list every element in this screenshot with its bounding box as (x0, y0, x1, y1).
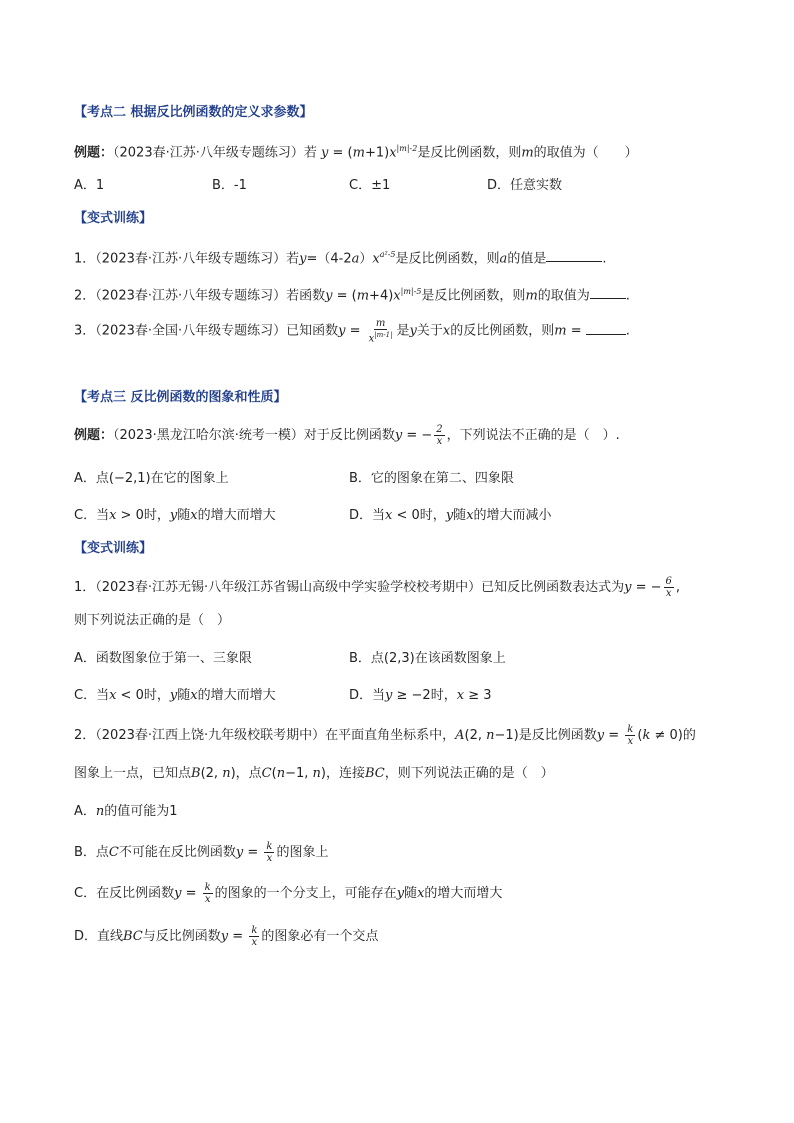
variant-label: 【变式训练】 (74, 211, 153, 226)
variant-question-1: 1．（2023春·江苏·八年级专题练习）若$y=(4-2a)x^{a^2-5}$是反比例函数，则a的值是 . (74, 250, 607, 267)
question-text: 是反比例函数，则 (417, 145, 522, 161)
option-c: C．当x > 0时，y随x的增大而增大 (74, 508, 276, 523)
question-text-3: 关于 (416, 323, 443, 339)
section-heading-2: 【考点二 根据反比例函数的定义求参数】 (74, 105, 313, 120)
question-text: 2．（2023春·江西上饶·九年级校联考期中）在平面直角坐标系中， (74, 728, 456, 743)
option-text: D．当 (349, 688, 386, 703)
option-text-2: 不可能在反比例函数 (118, 845, 236, 860)
example-label: 例题： (74, 145, 114, 161)
option-text-2: 与反比例函数 (142, 929, 221, 944)
fraction: $\frac{6}{x}$ (665, 576, 672, 599)
option-text: C．当 (74, 508, 110, 523)
option-text-3: 随 (177, 508, 191, 523)
question-line-2: 则下列说法正确的是（ ） (74, 613, 231, 628)
variant-question-3: 3．（2023春·全国·八年级专题练习）已知函数y = $\frac{m}{x^{|m-1|}}$ 是y关于x的反比例函数，则m = . (74, 318, 630, 345)
option-d: D．当x < 0时，y随x的增大而减小 (349, 508, 552, 523)
question-text-3: 的 (682, 728, 696, 743)
question-text-4: 的反比例函数，则 (450, 323, 555, 339)
option-b: B．点C不可能在反比例函数y = $\frac{k}{x}$ 的图象上 (74, 841, 329, 864)
option-text: A．点 (74, 471, 109, 486)
option-text-4: 的增大而增大 (197, 688, 276, 703)
option-text-4: 的增大而增大 (424, 886, 503, 901)
option-text-2: 的值可能为1 (104, 804, 178, 819)
question-text-2: 的取值为（ ） (533, 145, 638, 161)
question-text-3: 的取值为 (537, 288, 590, 304)
option-text: B．点 (349, 651, 384, 666)
question-text-2: 是反比例函数，则 (421, 288, 526, 304)
option-text-2: 时， (143, 508, 170, 523)
example-question-2: 例题：（2023春·江苏·八年级专题练习）若 $y = (m+1)x^{|m|-2}$是反比例函数，则m的取值为（ ） (74, 144, 638, 161)
answer-blank[interactable] (546, 249, 602, 262)
question-text: 3．（2023春·全国·八年级专题练习）已知函数 (74, 323, 339, 339)
option-d: D．任意实数 (487, 178, 563, 193)
option-text: D．直线 (74, 929, 124, 944)
option-text-3: 的图象上 (276, 845, 329, 860)
option-text: A． (74, 804, 96, 819)
fraction: $\frac{k}{x}$ (627, 724, 634, 747)
question-text: 1．（2023春·江苏·八年级专题练习）若 (74, 251, 300, 267)
option-text: D．当 (349, 508, 386, 523)
example-label: 例题： (74, 428, 114, 443)
fraction: $\frac{k}{x}$ (204, 882, 211, 905)
option-text: C．在反比例函数 (74, 886, 175, 901)
option-c: C．在反比例函数y = $\frac{k}{x}$ 的图象的一个分支上，可能存在y随x的增大而增大 (74, 882, 503, 905)
option-text-2: 时， (143, 688, 170, 703)
variant-question-2: 2．（2023春·江西上饶·九年级校联考期中）在平面直角坐标系中，A(2, n−1)是反比例函数y = $\frac{k}{x}$ (k ≠ 0)的 (74, 724, 696, 747)
question-text-4: ，则下列说法正确的是（ ） (384, 766, 554, 781)
question-text-3: 的值是 (507, 251, 547, 267)
option-text: B．点 (74, 845, 109, 860)
fraction: $\frac{k}{x}$ (251, 925, 258, 948)
section-heading-3: 【考点三 反比例函数的图象和性质】 (74, 390, 287, 405)
option-text-3: 的图象必有一个交点 (261, 929, 379, 944)
answer-blank[interactable] (590, 286, 626, 299)
option-b: B．它的图象在第二、四象限 (349, 471, 514, 486)
option-a: A．点(−2,1)在它的图象上 (74, 471, 229, 486)
option-b: B．点(2,3)在该函数图象上 (349, 651, 506, 666)
option-text-2: 时， (430, 688, 457, 703)
question-text-3: ，连接 (325, 766, 365, 781)
question-text-2: 是反比例函数，则 (395, 251, 500, 267)
variant-question-1: 1．（2023春·江苏无锡·八年级江苏省锡山高级中学实验学校校考期中）已知反比例函数表达式为y = − $\frac{6}{x}$ , (74, 576, 681, 599)
option-text-2: 在它的图象上 (150, 471, 229, 486)
option-text-3: 随 (404, 886, 418, 901)
option-c: C．±1 (349, 178, 391, 193)
option-b: B．-1 (212, 178, 247, 193)
answer-blank[interactable] (586, 322, 626, 335)
option-d: D．直线BC与反比例函数y = $\frac{k}{x}$ 的图象必有一个交点 (74, 925, 379, 948)
question-source: （2023·黑龙江哈尔滨·统考一模）对于反比例函数 (113, 428, 395, 443)
option-a: A．函数图象位于第一、三象限 (74, 651, 252, 666)
question-text-2: ，点 (235, 766, 262, 781)
option-a: A．1 (74, 178, 105, 193)
question-line-2: 图象上一点，已知点B(2, n)，点C(n−1, n)，连接BC，则下列说法正确的是（ ） (74, 766, 554, 781)
option-text-2: 时， (419, 508, 446, 523)
question-text: ，下列说法不正确的是（ ）. (446, 428, 620, 443)
question-source: （2023春·江苏·八年级专题练习）若 (113, 145, 317, 161)
option-text-4: 的增大而增大 (197, 508, 276, 523)
question-text-2: 是 (396, 323, 410, 339)
example-question-3: 例题：（2023·黑龙江哈尔滨·统考一模）对于反比例函数y = − $\frac{2}{x}$ ，下列说法不正确的是（ ）. (74, 424, 620, 447)
variant-label: 【变式训练】 (74, 541, 153, 556)
option-c: C．当x < 0时，y随x的增大而增大 (74, 688, 276, 703)
option-d: D．当y ≥ −2时，x ≥ 3 (349, 688, 492, 703)
question-text: 1．（2023春·江苏无锡·八年级江苏省锡山高级中学实验学校校考期中）已知反比例函数表达式为 (74, 580, 625, 595)
option-text-3: 随 (453, 508, 467, 523)
fraction: $\frac{m}{x^{|m-1|}}$ (368, 318, 393, 345)
variant-question-2: 2．（2023春·江苏·八年级专题练习）若函数$y = (m+4)x^{|m|-5}$是反比例函数，则m的取值为 . (74, 287, 630, 304)
fraction: $\frac{k}{x}$ (266, 841, 273, 864)
question-text-2: 是反比例函数 (518, 728, 597, 743)
option-text: C．当 (74, 688, 110, 703)
fraction: $\frac{2}{x}$ (436, 424, 443, 447)
question-text: 2．（2023春·江苏·八年级专题练习）若函数 (74, 288, 326, 304)
option-a: A．n的值可能为1 (74, 804, 178, 819)
option-text-2: 在该函数图象上 (414, 651, 506, 666)
question-text: 图象上一点，已知点 (74, 766, 192, 781)
option-text-4: 的增大而减小 (473, 508, 552, 523)
option-text-2: 的图象的一个分支上，可能存在 (214, 886, 397, 901)
option-text-3: 随 (177, 688, 191, 703)
